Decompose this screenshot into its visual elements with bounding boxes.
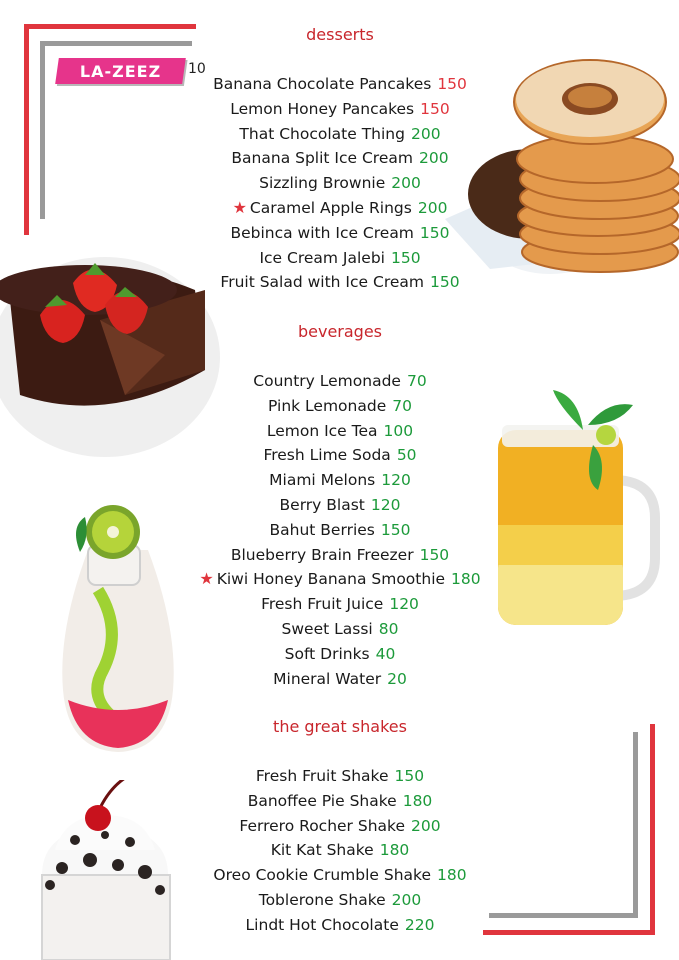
top-left-bracket-grey-horizontal bbox=[40, 41, 192, 46]
menu-item-name: Sizzling Brownie bbox=[259, 174, 386, 193]
menu-item-price: 120 bbox=[381, 471, 411, 490]
caramel-apple-rings-image bbox=[440, 44, 679, 280]
menu-item-price: 180 bbox=[451, 570, 481, 589]
menu-item-name: Soft Drinks bbox=[284, 644, 370, 663]
top-left-bracket-red-horizontal bbox=[24, 24, 196, 29]
menu-item bbox=[180, 838, 500, 863]
menu-item-price: 180 bbox=[379, 841, 410, 860]
menu-item-name: Fruit Salad with Ice Cream bbox=[220, 273, 424, 292]
menu-item bbox=[180, 642, 500, 667]
menu-item-name: Toblerone Shake bbox=[258, 890, 386, 909]
bottom-right-bracket-grey-vertical bbox=[633, 732, 638, 918]
menu-item bbox=[180, 863, 500, 888]
menu-item-price: 40 bbox=[375, 644, 396, 663]
menu-item bbox=[180, 518, 500, 543]
menu-item-price: 70 bbox=[406, 372, 427, 390]
menu-item-name: Ferrero Rocher Shake bbox=[239, 816, 405, 835]
menu-item-name: Oreo Cookie Crumble Shake bbox=[213, 866, 431, 885]
menu-item bbox=[180, 764, 500, 789]
menu-item-name: Country Lemonade bbox=[253, 372, 401, 390]
menu-item-price: 200 bbox=[410, 816, 441, 835]
shakes-list bbox=[180, 764, 500, 938]
menu-item-price: 150 bbox=[390, 248, 421, 267]
menu-item bbox=[180, 543, 500, 568]
menu-item-price: 120 bbox=[370, 495, 401, 514]
menu-item bbox=[180, 814, 500, 839]
menu-item bbox=[180, 667, 500, 692]
menu-item-price: 200 bbox=[410, 124, 441, 143]
menu-item-name: Fresh Lime Soda bbox=[263, 446, 391, 465]
menu-item-price: 150 bbox=[419, 223, 450, 242]
bottom-right-bracket-grey-horizontal bbox=[489, 913, 638, 918]
smoothie-bulb-image bbox=[58, 500, 178, 758]
menu-item-price: 120 bbox=[389, 595, 419, 614]
menu-item-price: 70 bbox=[392, 396, 412, 415]
page-number: 10 bbox=[188, 61, 206, 77]
menu-item-name: Berry Blast bbox=[279, 495, 365, 514]
menu-item-price: 150 bbox=[380, 520, 411, 539]
menu-item bbox=[180, 567, 500, 592]
menu-item-price: 220 bbox=[404, 915, 435, 934]
menu-item-name: Kit Kat Shake bbox=[270, 841, 374, 860]
oreo-shake-image bbox=[30, 780, 180, 960]
menu-item-price: 200 bbox=[418, 149, 449, 168]
menu-item bbox=[180, 592, 500, 617]
menu-item-name: Fresh Fruit Shake bbox=[255, 767, 389, 785]
menu-item-name: Sweet Lassi bbox=[281, 619, 373, 638]
menu-item-name: Blueberry Brain Freezer bbox=[230, 545, 414, 564]
menu-item-name: That Chocolate Thing bbox=[239, 124, 405, 143]
menu-item bbox=[180, 369, 500, 394]
menu-item-name: Pink Lemonade bbox=[268, 396, 387, 415]
menu-item-name: Lemon Ice Tea bbox=[266, 421, 378, 440]
menu-item-name: Bahut Berries bbox=[269, 520, 375, 539]
brand-logo bbox=[55, 58, 186, 84]
menu-item-price: 200 bbox=[417, 198, 448, 217]
menu-item-name: Kiwi Honey Banana Smoothie bbox=[216, 570, 446, 589]
menu-item-price: 80 bbox=[378, 619, 399, 638]
menu-item bbox=[180, 617, 500, 642]
menu-item bbox=[180, 419, 500, 444]
menu-item-price: 150 bbox=[420, 99, 450, 118]
section-title-shakes: the great shakes bbox=[273, 717, 407, 736]
menu-item-price: 100 bbox=[383, 421, 414, 440]
menu-item-name: Banana Split Ice Cream bbox=[231, 149, 413, 168]
menu-item-name: Banana Chocolate Pancakes bbox=[213, 75, 432, 93]
menu-item-price: 150 bbox=[419, 545, 450, 564]
menu-item-price: 150 bbox=[394, 767, 425, 785]
menu-item bbox=[180, 888, 500, 913]
menu-item bbox=[180, 468, 500, 493]
menu-item-price: 180 bbox=[436, 866, 467, 885]
top-left-bracket-red-vertical bbox=[24, 24, 29, 235]
menu-item-name: Banoffee Pie Shake bbox=[247, 791, 397, 810]
chocolate-cake-image bbox=[0, 245, 220, 460]
menu-item bbox=[180, 789, 500, 814]
section-title-beverages: beverages bbox=[297, 322, 383, 341]
bottom-right-bracket-red-horizontal bbox=[483, 930, 655, 935]
menu-item bbox=[180, 913, 500, 938]
top-left-bracket-grey-vertical bbox=[40, 41, 45, 219]
menu-item-price: 50 bbox=[396, 446, 417, 465]
menu-item-price: 200 bbox=[391, 890, 422, 909]
menu-item bbox=[180, 443, 500, 468]
star-icon: ★ bbox=[199, 569, 214, 589]
menu-item-price: 200 bbox=[391, 174, 421, 193]
menu-item-name: Lemon Honey Pancakes bbox=[230, 99, 415, 118]
star-icon: ★ bbox=[232, 197, 247, 217]
menu-item-name: Caramel Apple Rings bbox=[249, 198, 412, 217]
menu-item-name: Fresh Fruit Juice bbox=[261, 595, 384, 614]
menu-item-price: 150 bbox=[437, 75, 467, 93]
section-title-desserts: desserts bbox=[306, 25, 374, 44]
menu-item-name: Ice Cream Jalebi bbox=[259, 248, 385, 267]
menu-item-price: 150 bbox=[429, 273, 460, 292]
menu-item bbox=[180, 394, 500, 419]
menu-item-price: 180 bbox=[402, 791, 433, 810]
menu-item-name: Lindt Hot Chocolate bbox=[245, 915, 399, 934]
menu-item-price: 20 bbox=[387, 669, 407, 688]
lemonade-jar-image bbox=[488, 385, 660, 635]
bottom-right-bracket-red-vertical bbox=[650, 724, 655, 935]
beverages-list bbox=[180, 369, 500, 691]
brand-logo-text: LA-ZEEZ bbox=[79, 61, 162, 81]
menu-item-name: Mineral Water bbox=[273, 669, 382, 688]
menu-item-name: Miami Melons bbox=[269, 471, 376, 490]
menu-item bbox=[180, 493, 500, 518]
menu-item-name: Bebinca with Ice Cream bbox=[230, 223, 414, 242]
